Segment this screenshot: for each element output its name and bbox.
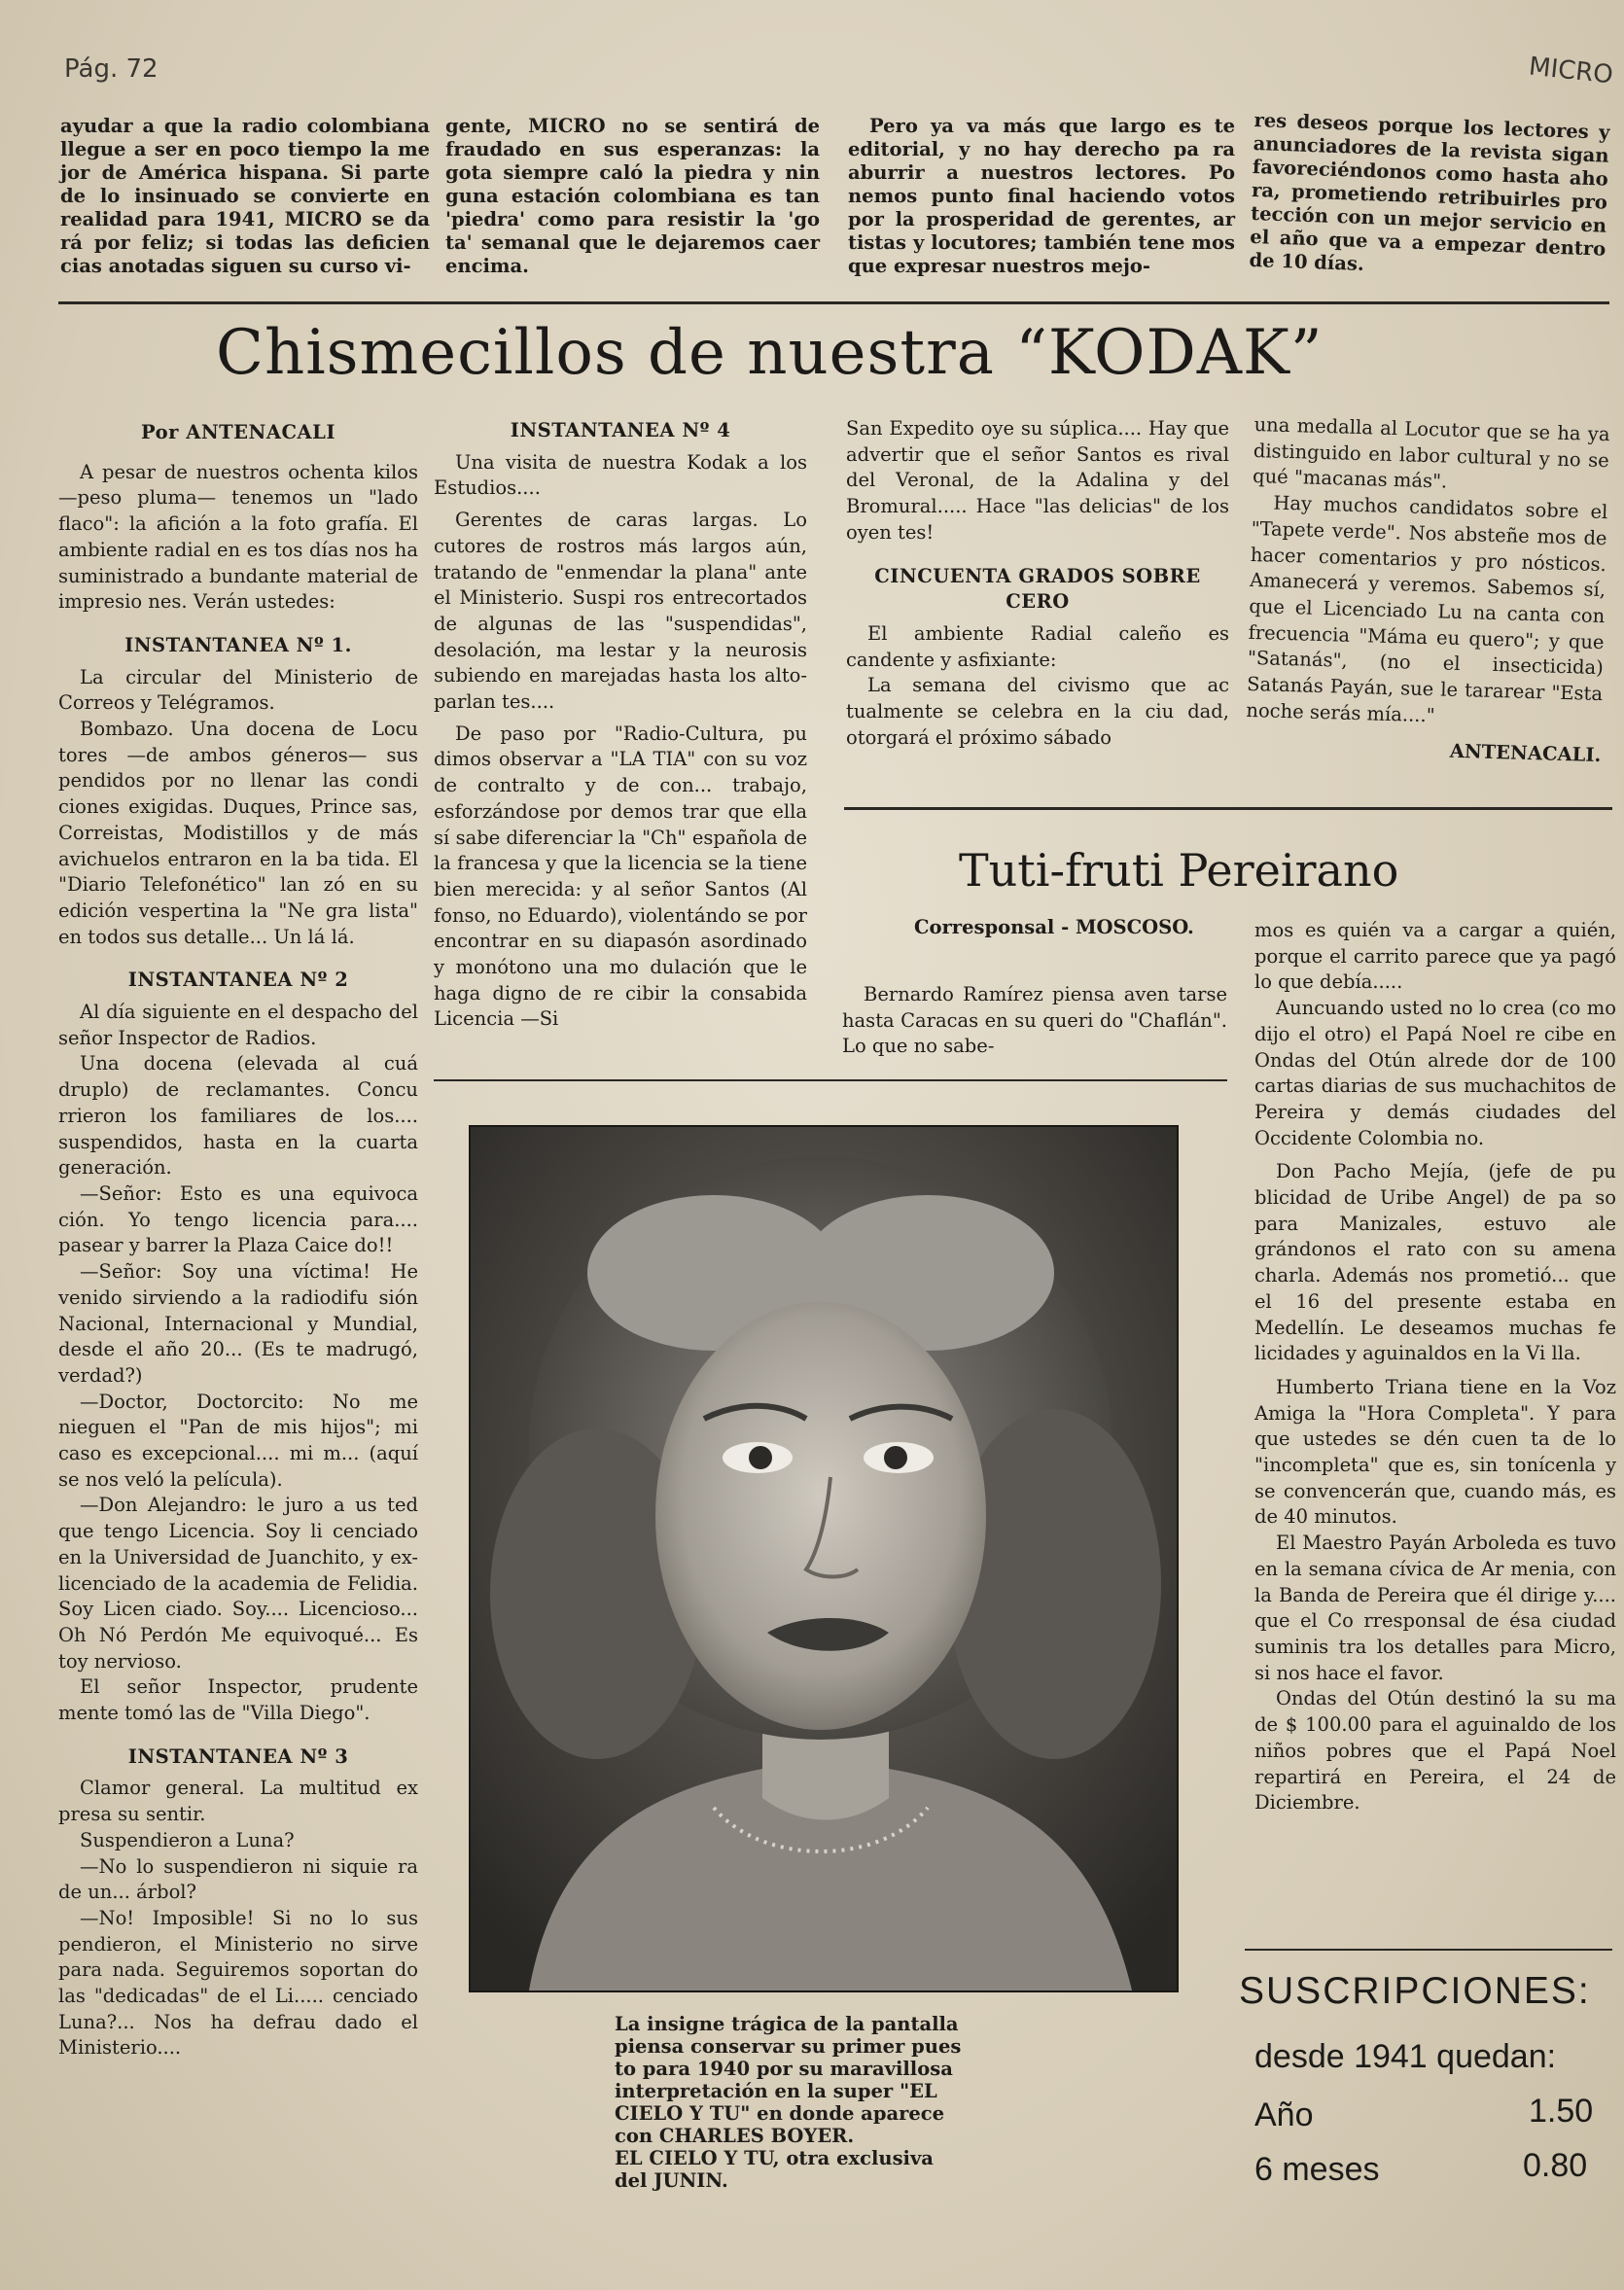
subscription-6months-label: 6 meses [1254, 2151, 1380, 2188]
subscription-year-label: Año [1254, 2096, 1314, 2133]
article-title-tuti-fruti: Tuti-fruti Pereirano [959, 844, 1399, 897]
photo-top-divider [434, 1079, 1227, 1081]
kodak-column-3: San Expedito oye su súplica.... Hay que advertir que el señor Santos es rival del Veronal, de la Adalina y del Bromural..... Hace "las delicias" de los oyen tes! CINCUENTA GRADOS SOBRE CERO El ambiente Radial caleño es candente y asfixiante: La semana del civismo que ac tualmente se celebra en la ciu dad, otorgará el próximo sábado [846, 417, 1229, 749]
subscriptions-subtitle: desde 1941 quedan: [1254, 2038, 1557, 2075]
top-column-1: ayudar a que la radio colombiana llegue a ser en poco tiempo la me jor de América hispana. Si parte de lo insinuado se convierte en realidad para 1941, MICRO se da rá por feliz; si todas las deficien cias anotadas siguen su curso vi- [60, 115, 430, 277]
kodak-column-1: Por ANTENACALI A pesar de nuestros ochenta kilos —peso pluma— tenemos un "lado flaco": la afición a la foto grafía. El ambiente radial en es tos días nos ha suministrado a bundante material de impresio nes. Verán ustedes: INSTANTANEA Nº 1. La circular del Ministerio de Correos y Telégramos. Bombazo. Una docena de Locu tores —de ambos géneros— sus pendidos por no llenar las condi ciones exigidas. Duques, Prince sas, Correistas, Modistillos y de más avichuelos entraron en la ba tida. El "Diario Telefonético" lan zó en su edición vespertina la "Ne gra lista" en todos sus detalle... Un lá lá. INSTANTANEA Nº 2 Al día siguiente en el despacho del señor Inspector de Radios. Una docena (elevada al cuá druplo) de reclamantes. Concu rrieron los familiares de los.... suspendidos, hasta en la cuarta generación. —Señor: Esto es una equivoca ción. Yo tengo licencia para.... pasear y barrer la Plaza Caice do!! —Señor: Soy una víctima! He venido sirviendo a la radiodifu sión Nacional, Internacional y Mundial, desde el año 20... (Es te madrugó, verdad?) —Doctor, Doctorcito: No me nieguen el "Pan de mis hijos"; mi caso es excepcional.... mi m... (aquí se nos veló la película). —Don Alejandro: le juro a us ted que tengo Licencia. Soy li cenciado en la Universidad de Juanchito, y ex-licenciado de la academia de Felidia. Soy Licen ciado. Soy.... Licencioso... Oh Nó Perdón Me equivoqué... Es toy nervioso. El señor Inspector, prudente mente tomó las de "Villa Diego". INSTANTANEA Nº 3 Clamor general. La multitud ex presa su sentir. Suspendieron a Luna? —No lo suspendieron ni siquie ra de un... árbol? —No! Imposible! Si no lo sus pendieron, el Ministerio no sirve para nada. Seguiremos soportan do las "dedicadas" de el Li..... cenciado Luna?... Nos ha defrau dado el Ministerio.... [58, 421, 418, 2060]
magazine-name: MICRO [1527, 52, 1615, 90]
subscriptions-divider [1245, 1949, 1612, 1951]
actress-portrait-image [471, 1127, 1177, 1991]
instantanea-2-heading: INSTANTANEA Nº 2 [127, 969, 349, 992]
kodak-signature: ANTENACALI. [1449, 740, 1602, 767]
subscription-6months-price: 0.80 [1523, 2147, 1588, 2184]
cincuenta-grados-heading: CINCUENTA GRADOS SOBRE CERO [874, 564, 1201, 614]
kodak-column-4: una medalla al Locutor que se ha ya distinguido en labor cultural y no se qué "macanas más". Hay muchos candidatos sobre el "Tapete verde". Nos absteñe mos de hacer comentarios y pro nósticos. Amanecerá y veremos. Sabemos sí, que el Licenciado Lu na canta con frecuencia "Máma eu quero"; y que "Satanás", (no el insecticida) Satanás Payán, sue le tararear "Esta noche serás mía...." ANTENACALI. [1245, 412, 1610, 769]
instantanea-4-heading: INSTANTANEA Nº 4 [510, 419, 731, 441]
tuti-column-1: Bernardo Ramírez piensa aven tarse hasta Caracas en su queri do "Chaflán". Lo que no sabe- [842, 983, 1227, 1058]
instantanea-3-heading: INSTANTANEA Nº 3 [127, 1744, 349, 1768]
tuti-column-2: mos es quién va a cargar a quién, porque el carrito parece que ya pagó lo que debía..... Auncuando usted no lo crea (co mo dijo el otro) el Papá Noel re cibe en Ondas del Otún alrede dor de 100 cartas diarias de sus muchachitos de Pereira y demás ciudades del Occidente Colombia no. Don Pacho Mejía, (jefe de pu blicidad de Uribe Angel) de pa so para Manizales, estuvo ale grándonos el rato con su amena charla. Además nos prometió... que el 16 del presente estaba en Medellín. Le deseamos muchas fe licidades y aguinaldos en la Vi lla. Humberto Triana tiene en la Voz Amiga la "Hora Completa". Y para que ustedes se dén cuen ta de lo "incompleta" que es, sin tonícenla y se convencerán que, cuando más, es de 40 minutos. El Maestro Payán Arboleda es tuvo en la semana cívica de Ar menia, con la Banda de Pereira que él dirige y.... que el Co rresponsal de ésa ciudad suminis tra los detalles para Micro, si nos hace el favor. Ondas del Otún destinó la su ma de $ 100.00 para el aguinaldo de los niños pobres que el Papá Noel repartirá en Pereira, el 24 de Diciembre. [1254, 919, 1616, 1814]
top-column-4: res deseos porque los lectores y anunciadores de la revista sigan favoreciéndonos como hasta aho ra, prometiendo retribuirles pro tección con un mejor servicio en el año que va a empezar dentro de 10 días. [1249, 109, 1610, 276]
kodak-column-2: INSTANTANEA Nº 4 Una visita de nuestra Kodak a los Estudios.... Gerentes de caras largas. Lo cutores de rostros más largos aún, tratando de "enmendar la plana" ante el Ministerio. Suspi ros entrecortados de algunas de las "suspendidas", desolación, ma lestar y la neurosis subiendo en marejadas hasta los alto-parlan tes.... De paso por "Radio-Cultura, pu dimos observar a "LA TIA" con su voz de contralto y de con... trabajo, esforzándose por demos trar que ella sí sabe diferenciar la "Ch" española de la francesa y que la licencia se la tiene bien merecida: y al señor Santos (Al fonso, no Eduardo), violentándo se por encontrar en su diapasón asordinado y monótono una mo dulación que le haga digno de re cibir la consabida Licencia —Si [434, 419, 807, 1031]
page-number: Pág. 72 [64, 54, 159, 84]
subscription-year-price: 1.50 [1529, 2093, 1594, 2130]
top-column-3: Pero ya va más que largo es te editorial, y no hay derecho pa ra aburrir a nuestros lectores. Po nemos punto final haciendo votos por la prosperidad de gerentes, ar tistas y locutores; también tene mos que expresar nuestros mejo- [848, 115, 1235, 277]
tuti-byline: Corresponsal - MOSCOSO. [914, 916, 1194, 938]
actress-photo [469, 1125, 1179, 1992]
tuti-divider [844, 807, 1612, 810]
instantanea-1-heading: INSTANTANEA Nº 1. [124, 633, 352, 656]
photo-caption: La insigne trágica de la pantalla piensa conservar su primer pues to para 1940 por su maravillosa interpretación en la super "EL CIELO Y TU" en donde aparece con CHARLES BOYER. EL CIELO Y TU, otra exclusiva del JUNIN. [615, 2013, 962, 2192]
kodak-byline: Por ANTENACALI [141, 421, 335, 443]
top-divider [58, 301, 1609, 304]
subscriptions-title: SUSCRIPCIONES: [1239, 1970, 1591, 2012]
article-title-kodak: Chismecillos de nuestra “KODAK” [216, 317, 1324, 389]
top-column-2: gente, MICRO no se sentirá de fraudado en sus esperanzas: la gota siempre caló la piedra y nin guna estación colombiana es tan 'piedra' como para resistir la 'go ta' semanal que le dejaremos caer encima. [445, 115, 820, 277]
